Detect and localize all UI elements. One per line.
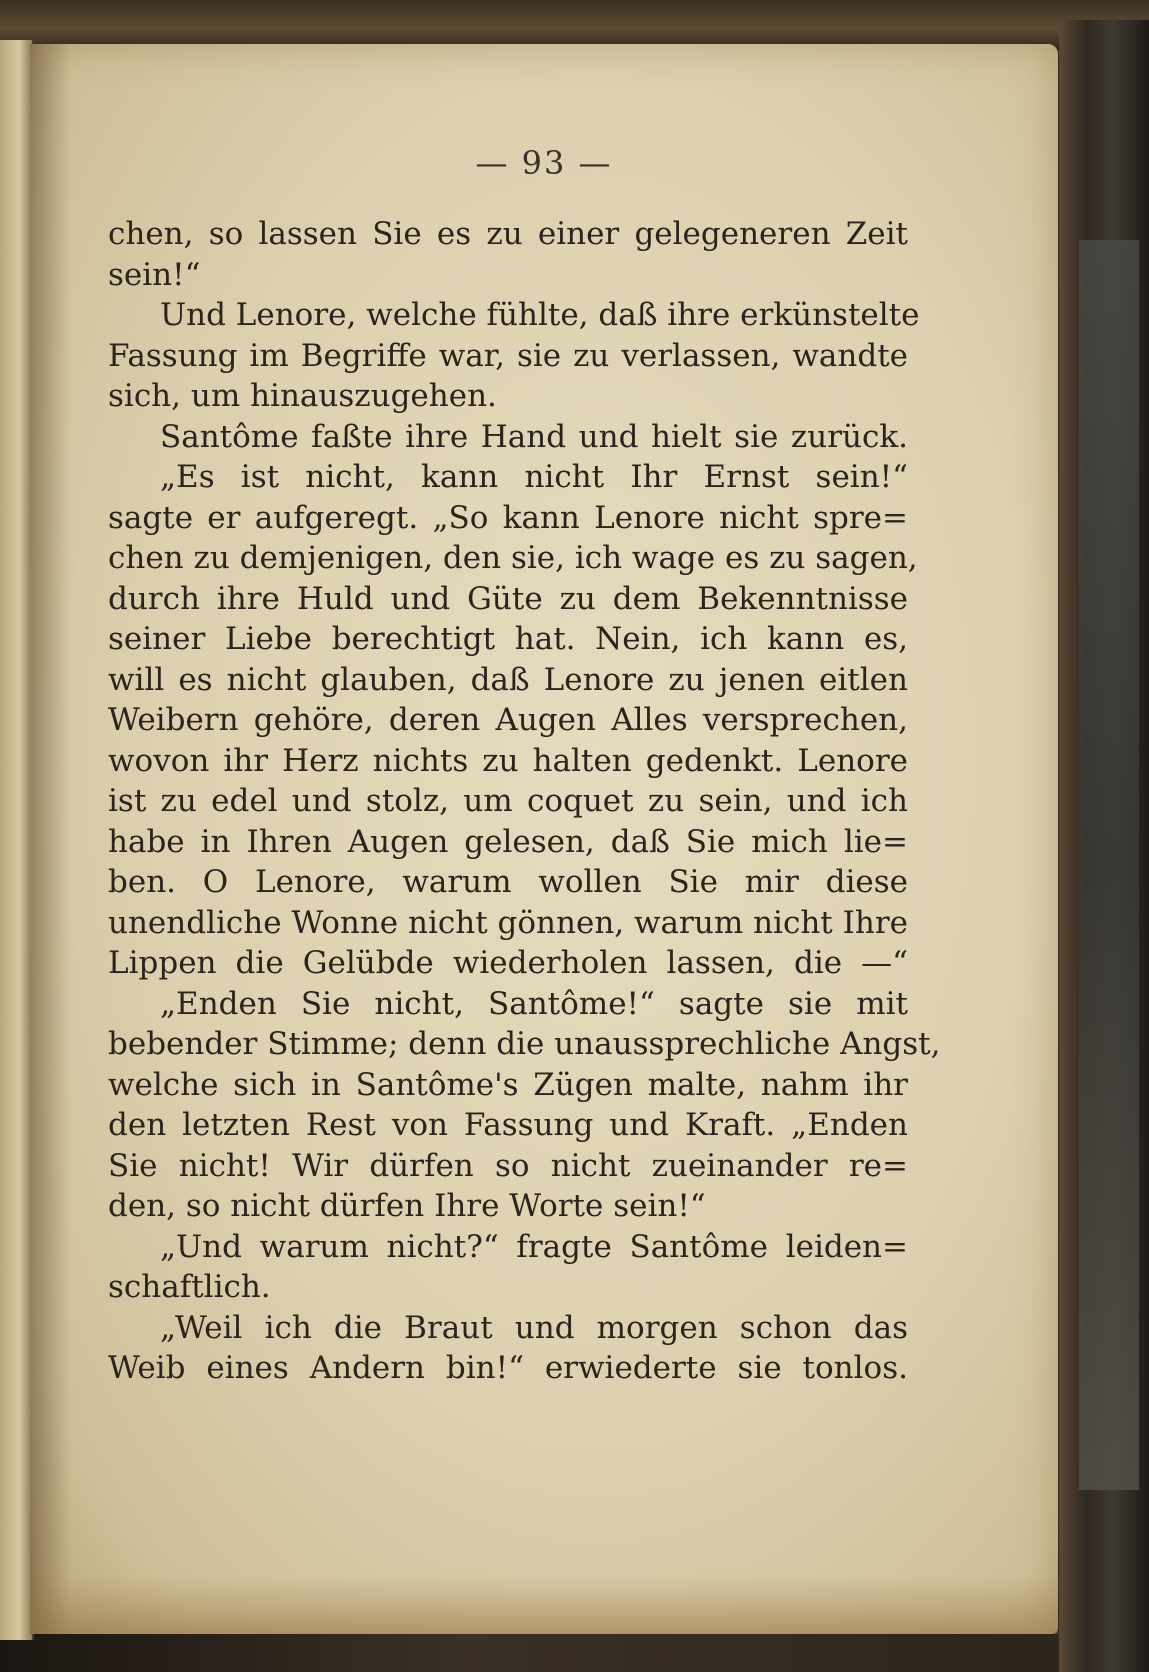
page-gutter-shadow <box>30 44 70 1634</box>
text-line: Santôme faßte ihre Hand und hielt sie zurück. <box>160 418 908 455</box>
text-line: Weib eines Andern bin!“ erwiederte sie tonlos. <box>108 1350 908 1386</box>
text-line: Und Lenore, welche fühlte, daß ihre erkünstelte <box>160 297 920 333</box>
text-line: sagte er aufgeregt. „So kann Lenore nicht spre= <box>108 499 908 536</box>
text-line: „Es ist nicht, kann nicht Ihr Ernst sein!“ <box>160 459 908 495</box>
text-line: „Und warum nicht?“ fragte Santôme leiden= <box>160 1228 908 1265</box>
text-line: Weibern gehöre, deren Augen Alles versprechen, <box>108 702 908 738</box>
text-line: ben. O Lenore, warum wollen Sie mir diese <box>108 864 908 900</box>
text-line: chen zu demjenigen, den sie, ich wage es zu sagen, <box>108 540 918 576</box>
text-line: wovon ihr Herz nichts zu halten gedenkt. Lenore <box>108 742 908 779</box>
cover-spine-band <box>1079 240 1139 1490</box>
text-line: ist zu edel und stolz, um coquet zu sein, und ich <box>108 783 908 819</box>
text-line: unendliche Wonne nicht gönnen, warum nicht Ihre <box>108 904 908 941</box>
text-line: „Weil ich die Braut und morgen schon das <box>160 1309 908 1346</box>
text-line: Lippen die Gelübde wiederholen lassen, die —“ <box>108 945 908 981</box>
text-line: seiner Liebe berechtigt hat. Nein, ich kann es, <box>108 621 908 657</box>
page-number: — 93 — <box>475 144 613 182</box>
text-line: Fassung im Begriffe war, sie zu verlassen, wandte <box>108 337 908 374</box>
text-line: welche sich in Santôme's Zügen malte, nahm ihr <box>108 1066 908 1103</box>
text-line: „Enden Sie nicht, Santôme!“ sagte sie mit <box>160 985 908 1022</box>
text-line: will es nicht glauben, daß Lenore zu jenen eitlen <box>108 661 908 698</box>
text-line: bebender Stimme; denn die unaussprechliche Angst, <box>108 1026 941 1062</box>
text-line: chen, so lassen Sie es zu einer gelegeneren Zeit <box>108 216 908 252</box>
text-line: den, so nicht dürfen Ihre Worte sein!“ <box>108 1188 706 1224</box>
page-text <box>108 214 941 1389</box>
book-page <box>30 44 1058 1634</box>
text-line: habe in Ihren Augen gelesen, daß Sie mich lie= <box>108 823 908 860</box>
text-line: Sie nicht! Wir dürfen so nicht zueinander re= <box>108 1147 908 1184</box>
book-cover-edge <box>1059 20 1149 1672</box>
text-line: schaftlich. <box>108 1269 271 1305</box>
text-line: durch ihre Huld und Güte zu dem Bekenntnisse <box>108 580 908 617</box>
text-line: sich, um hinauszugehen. <box>108 378 497 414</box>
page-bottom-stain <box>30 1574 1058 1634</box>
left-page-edge <box>0 40 34 1640</box>
text-line: sein!“ <box>108 256 201 293</box>
text-line: den letzten Rest von Fassung und Kraft. „Enden <box>108 1107 908 1143</box>
